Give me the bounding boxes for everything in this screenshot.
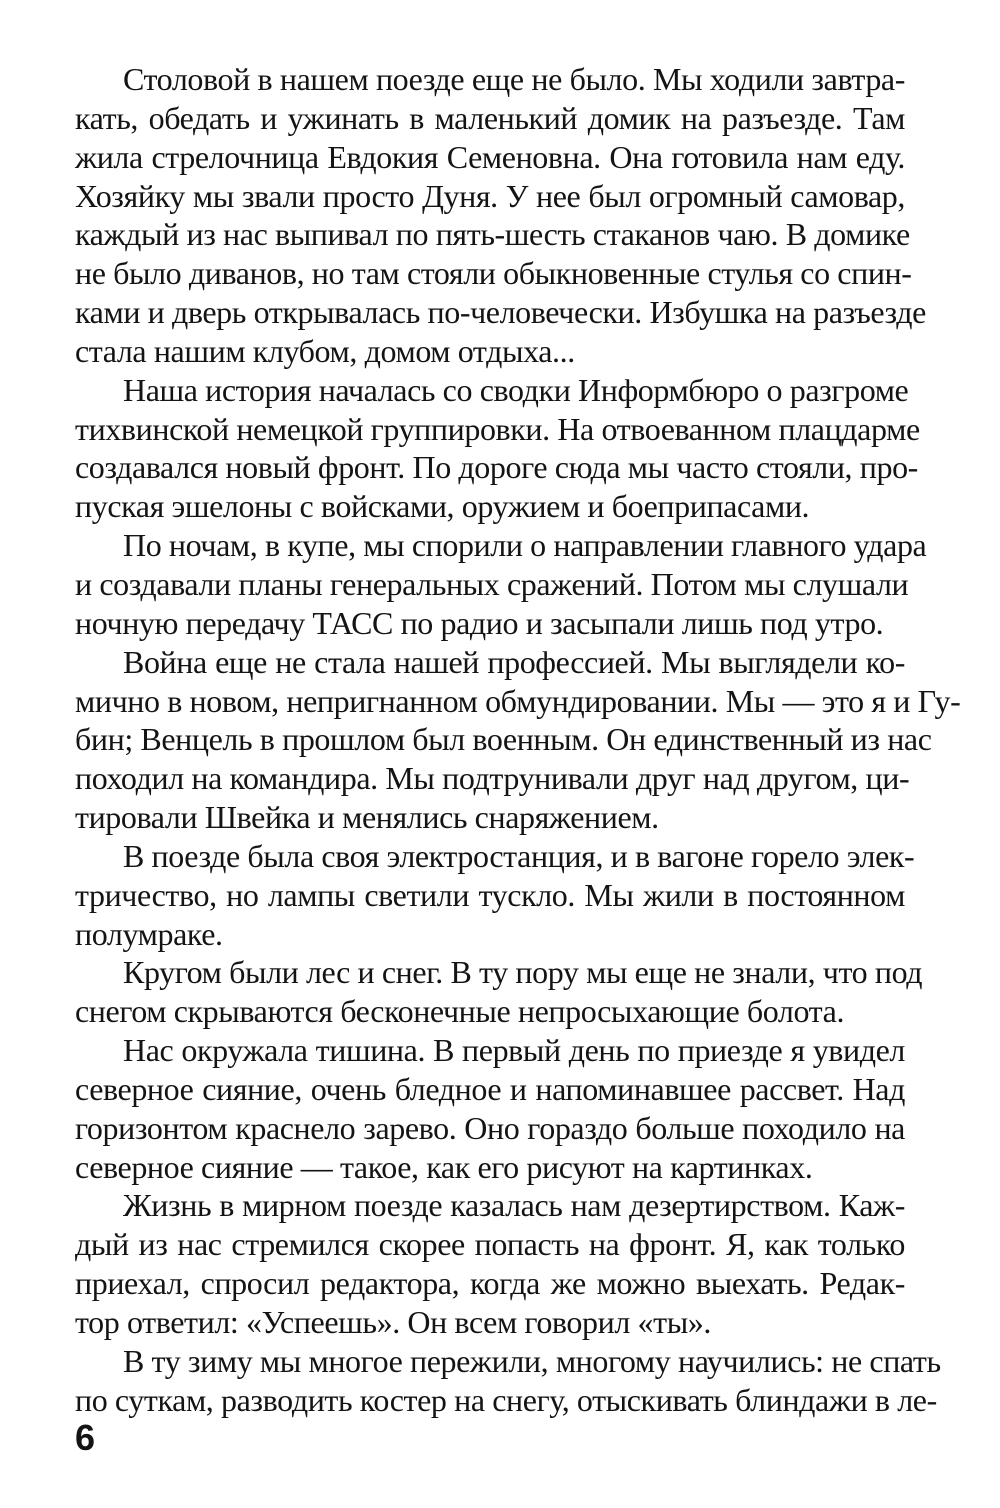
paragraph — [75, 1031, 905, 1186]
text-line: северное сияние — такое, как его рисуют на картинках. — [75, 1148, 813, 1185]
paragraph — [75, 837, 915, 954]
text-line: северное сияние, очень бледное и напоминавшее рассвет. Над — [75, 1070, 905, 1107]
page-number: 6 — [75, 1417, 96, 1458]
paragraph — [75, 526, 927, 643]
text-line: кать, обедать и ужинать в маленький домик на разъезде. Там — [75, 99, 905, 136]
text-line: Кругом были лес и снег. В ту пору мы еще не знали, что под — [123, 954, 923, 991]
text-line: не было диванов, но там стояли обыкновенные стулья со спин- — [75, 255, 912, 292]
text-line: горизонтом краснело зарево. Оно гораздо больше походило на — [75, 1109, 905, 1146]
text-line: Война еще не стала нашей профессией. Мы выглядели ко- — [123, 643, 905, 680]
text-line: ками и дверь открывалась по-человечески. Избушка на разъезде — [75, 294, 926, 331]
text-line: тихвинской немецкой группировки. На отвоеванном плацдарме — [75, 410, 920, 447]
text-line: По ночам, в купе, мы спорили о направлении главного удара — [123, 527, 927, 564]
text-line: тор ответил: «Успеешь». Он всем говорил «ты». — [75, 1304, 712, 1340]
text-line: полумраке. — [75, 915, 223, 952]
text-line: каждый из нас выпивал по пять-шесть стаканов чаю. В домике — [75, 216, 910, 253]
text-line: Жизнь в мирном поезде казалась нам дезертирством. Каж- — [123, 1187, 905, 1224]
text-line: стала нашим клубом, домом отдыха... — [75, 332, 575, 369]
text-line: жила стрелочница Евдокия Семеновна. Она готовила нам еду. — [75, 138, 905, 175]
text-line: пуская эшелоны с войсками, оружием и боеприпасами. — [75, 488, 810, 525]
paragraph — [75, 1342, 941, 1420]
paragraph — [75, 1186, 905, 1341]
text-line: дый из нас стремился скорее попасть на фронт. Я, как только — [75, 1226, 905, 1263]
text-line: и создавали планы генеральных сражений. Потом мы слушали — [75, 565, 909, 602]
text-line: мично в новом, непригнанном обмундировании. Мы — это я и Гу- — [75, 682, 961, 719]
text-line: походил на командира. Мы подтрунивали друг над другом, ци- — [75, 760, 910, 797]
text-line: В поезде была своя электростанция, и в вагоне горело элек- — [123, 837, 915, 874]
text-line: создавался новый фронт. По дороге сюда мы часто стояли, про- — [75, 449, 918, 486]
page-body-text — [75, 60, 961, 1420]
text-line: снегом скрываются бесконечные непросыхающие болота. — [75, 993, 845, 1030]
text-line: по суткам, разводить костер на снегу, отыскивать блиндажи в ле- — [75, 1381, 937, 1418]
paragraph — [75, 643, 961, 837]
text-line: Столовой в нашем поезде еще не было. Мы ходили завтра- — [123, 61, 905, 97]
text-line: ночную передачу ТАСС по радио и засыпали лишь под утро. — [75, 604, 884, 641]
paragraph — [75, 60, 926, 371]
text-line: приехал, спросил редактора, когда же можно выехать. Редак- — [75, 1265, 905, 1302]
paragraph — [75, 371, 920, 526]
text-line: тричество, но лампы светили тускло. Мы жили в постоянном — [75, 876, 905, 913]
text-line: Хозяйку мы звали просто Дуня. У нее был огромный самовар, — [75, 177, 905, 214]
text-line: Наша история началась со сводки Информбюро о разгроме — [123, 371, 909, 408]
paragraph — [75, 953, 923, 1031]
text-line: В ту зиму мы многое пережили, многому научились: не спать — [123, 1342, 941, 1379]
text-line: Нас окружала тишина. В первый день по приезде я увидел — [123, 1032, 905, 1069]
text-line: бин; Венцель в прошлом был военным. Он единственный из нас — [75, 721, 932, 758]
text-line: тировали Швейка и менялись снаряжением. — [75, 799, 659, 836]
